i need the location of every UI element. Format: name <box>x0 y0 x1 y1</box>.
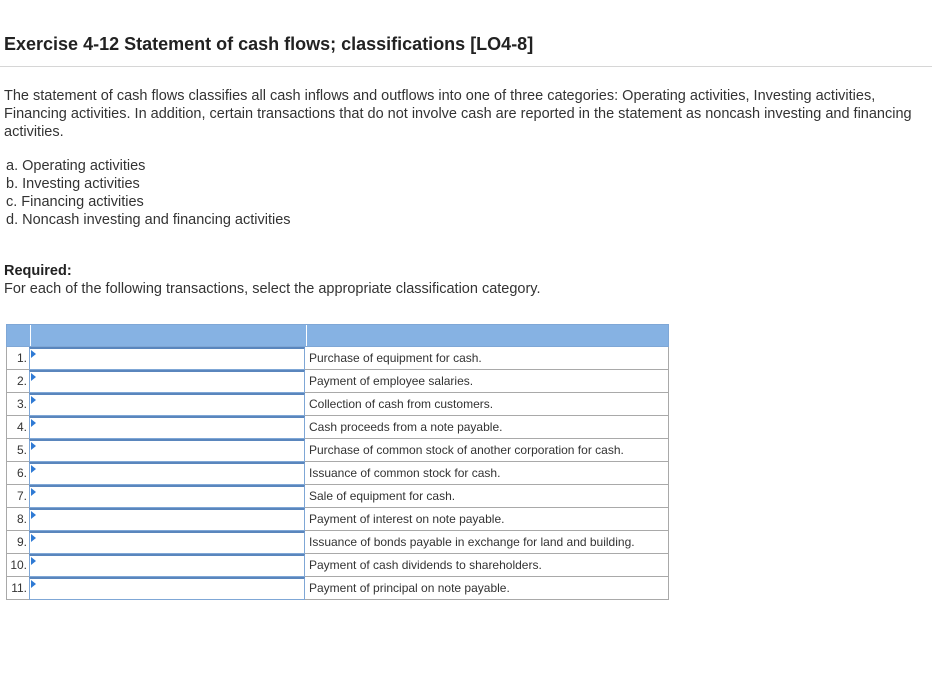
table-row <box>6 485 669 508</box>
transaction-description: Payment of principal on note payable. <box>305 577 669 600</box>
dropdown-marker-icon <box>31 442 36 450</box>
option-noncash: d. Noncash investing and financing activities <box>6 212 291 228</box>
classification-dropdown[interactable] <box>29 393 305 416</box>
header-select-cell <box>31 325 307 346</box>
table-row <box>6 347 669 370</box>
title-divider <box>0 66 932 67</box>
classification-dropdown[interactable] <box>29 462 305 485</box>
classification-dropdown[interactable] <box>29 577 305 600</box>
transaction-description: Purchase of equipment for cash. <box>305 347 669 370</box>
table-row <box>6 416 669 439</box>
intro-paragraph: The statement of cash flows classifies all cash inflows and outflows into one of three categories: Operating activities, Investing activities, Financing activities. In addition, certain transactions that do not involve cash are reported in the statement as noncash investing and financing activities. <box>4 88 912 140</box>
row-number: 6. <box>6 462 29 485</box>
category-options-list <box>6 157 291 229</box>
transaction-description: Issuance of bonds payable in exchange for land and building. <box>305 531 669 554</box>
table-row <box>6 370 669 393</box>
transaction-description: Purchase of common stock of another corporation for cash. <box>305 439 669 462</box>
dropdown-marker-icon <box>31 396 36 404</box>
row-number: 8. <box>6 508 29 531</box>
option-financing: c. Financing activities <box>6 194 144 210</box>
required-instructions: For each of the following transactions, select the appropriate classification category. <box>4 281 541 297</box>
option-investing: b. Investing activities <box>6 176 140 192</box>
table-row <box>6 439 669 462</box>
dropdown-marker-icon <box>31 488 36 496</box>
row-number: 4. <box>6 416 29 439</box>
dropdown-marker-icon <box>31 534 36 542</box>
table-header <box>6 324 669 347</box>
classification-dropdown[interactable] <box>29 508 305 531</box>
transaction-description: Sale of equipment for cash. <box>305 485 669 508</box>
table-row <box>6 554 669 577</box>
dropdown-marker-icon <box>31 350 36 358</box>
classification-dropdown[interactable] <box>29 416 305 439</box>
transaction-description: Payment of cash dividends to shareholders. <box>305 554 669 577</box>
row-number: 5. <box>6 439 29 462</box>
table-row <box>6 462 669 485</box>
option-operating: a. Operating activities <box>6 158 146 174</box>
dropdown-marker-icon <box>31 557 36 565</box>
dropdown-marker-icon <box>31 465 36 473</box>
transaction-description: Cash proceeds from a note payable. <box>305 416 669 439</box>
header-number-cell <box>7 325 31 346</box>
row-number: 11. <box>6 577 29 600</box>
transaction-description: Issuance of common stock for cash. <box>305 462 669 485</box>
page-title: Exercise 4-12 Statement of cash flows; classifications [LO4-8] <box>4 34 534 54</box>
row-number: 7. <box>6 485 29 508</box>
table-row <box>6 577 669 600</box>
table-row <box>6 531 669 554</box>
classification-dropdown[interactable] <box>29 554 305 577</box>
row-number: 3. <box>6 393 29 416</box>
dropdown-marker-icon <box>31 511 36 519</box>
classification-dropdown[interactable] <box>29 370 305 393</box>
transaction-description: Collection of cash from customers. <box>305 393 669 416</box>
dropdown-marker-icon <box>31 373 36 381</box>
table-row <box>6 508 669 531</box>
dropdown-marker-icon <box>31 580 36 588</box>
row-number: 1. <box>6 347 29 370</box>
transaction-description: Payment of interest on note payable. <box>305 508 669 531</box>
classification-dropdown[interactable] <box>29 347 305 370</box>
dropdown-marker-icon <box>31 419 36 427</box>
classification-dropdown[interactable] <box>29 439 305 462</box>
classification-dropdown[interactable] <box>29 531 305 554</box>
row-number: 10. <box>6 554 29 577</box>
transaction-description: Payment of employee salaries. <box>305 370 669 393</box>
required-heading: Required: <box>4 263 72 279</box>
classification-table <box>6 324 669 600</box>
row-number: 9. <box>6 531 29 554</box>
table-row <box>6 393 669 416</box>
row-number: 2. <box>6 370 29 393</box>
header-description-cell <box>307 325 668 346</box>
classification-dropdown[interactable] <box>29 485 305 508</box>
